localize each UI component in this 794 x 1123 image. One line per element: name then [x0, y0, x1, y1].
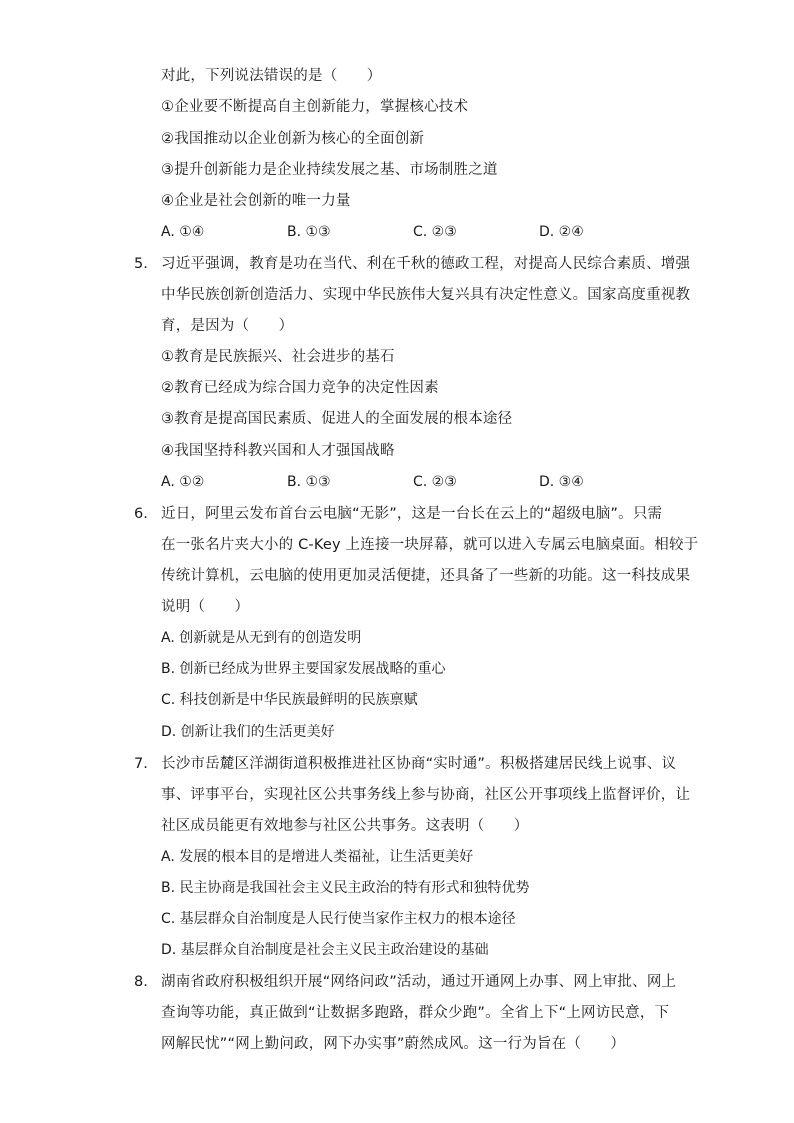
q4-statement-2: ②我国推动以企业创新为核心的全面创新	[161, 131, 425, 147]
q5-option-a: A. ①②	[161, 474, 205, 490]
q7-option-c: C. 基层群众自治制度是人民行使当家作主权力的根本途径	[161, 911, 516, 927]
q5-statement-2: ②教育已经成为综合国力竞争的决定性因素	[161, 380, 439, 396]
q5-stem-line-1: 习近平强调，教育是功在当代、利在千秋的德政工程，对提高人民综合素质、增强	[161, 256, 691, 272]
q7-option-a: A. 发展的根本目的是增进人类福祉，让生活更美好	[161, 849, 474, 865]
q6-stem-line-4: 说明（ ）	[161, 599, 250, 615]
q5-option-d: D. ③④	[539, 474, 584, 490]
q7-option-b: B. 民主协商是我国社会主义民主政治的特有形式和独特优势	[161, 880, 530, 896]
q5-statement-3: ③教育是提高国民素质、促进人的全面发展的根本途径	[161, 411, 513, 427]
q4-statement-3: ③提升创新能力是企业持续发展之基、市场制胜之道	[161, 162, 498, 178]
q8-stem-line-2: 查询等功能，真正做到“让数据多跑路，群众少跑”。全省上下“上网访民意，下	[161, 1005, 670, 1021]
q6-option-c: C. 科技创新是中华民族最鲜明的民族禀赋	[161, 692, 418, 708]
q7-stem-line-1: 长沙市岳麓区洋湖街道积极推进社区协商“实时通”。积极搭建居民线上说事、议	[161, 756, 677, 772]
q6-option-a: A. 创新就是从无到有的创造发明	[161, 630, 362, 646]
q6-option-b: B. 创新已经成为世界主要国家发展战略的重心	[161, 661, 446, 677]
q6-option-d: D. 创新让我们的生活更美好	[161, 724, 335, 740]
q7-stem-line-2: 事、评事平台，实现社区公共事务线上参与协商，社区公开事项线上监督评价，让	[161, 787, 691, 803]
q7-option-d: D. 基层群众自治制度是社会主义民主政治建设的基础	[161, 942, 489, 958]
q6-stem-line-1: 近日，阿里云发布首台云电脑“无影”，这是一台长在云上的“超级电脑”。只需	[161, 506, 663, 522]
q7-stem-line-3: 社区成员能更有效地参与社区公共事务。这表明（ ）	[161, 818, 529, 834]
q5-option-c: C. ②③	[413, 474, 457, 490]
q4-stem: 对此，下列说法错误的是（ ）	[161, 68, 382, 84]
q5-option-b: B. ①③	[287, 474, 331, 490]
q4-option-c: C. ②③	[413, 224, 457, 240]
q5-statement-4: ④我国坚持科教兴国和人才强国战略	[161, 443, 395, 459]
q6-stem-line-2: 在一张名片夹大小的 C-Key 上连接一块屏幕，就可以进入专属云电脑桌面。相较于	[161, 537, 699, 553]
q4-option-d: D. ②④	[539, 224, 584, 240]
q5-statement-1: ①教育是民族振兴、社会进步的基石	[161, 349, 395, 365]
q8-stem-line-1: 湖南省政府积极组织开展“网络问政”活动，通过开通网上办事、网上审批、网上	[161, 974, 677, 990]
q4-statement-1: ①企业要不断提高自主创新能力，掌握核心技术	[161, 99, 469, 115]
q5-stem-line-3: 育，是因为（ ）	[161, 318, 294, 334]
q4-statement-4: ④企业是社会创新的唯一力量	[161, 193, 351, 209]
q7-number: 7.	[134, 756, 148, 772]
q6-stem-line-3: 传统计算机，云电脑的使用更加灵活便捷，还具备了一些新的功能。这一科技成果	[161, 568, 691, 584]
q6-number: 6.	[134, 506, 148, 522]
q4-option-b: B. ①③	[287, 224, 331, 240]
q5-stem-line-2: 中华民族创新创造活力、实现中华民族伟大复兴具有决定性意义。国家高度重视教	[161, 287, 691, 303]
q4-option-a: A. ①④	[161, 224, 205, 240]
q5-number: 5.	[134, 256, 148, 272]
q8-number: 8.	[134, 974, 148, 990]
q8-stem-line-3: 网解民忧”“网上勤问政，网下办实事”蔚然成风。这一行为旨在（ ）	[161, 1036, 626, 1052]
